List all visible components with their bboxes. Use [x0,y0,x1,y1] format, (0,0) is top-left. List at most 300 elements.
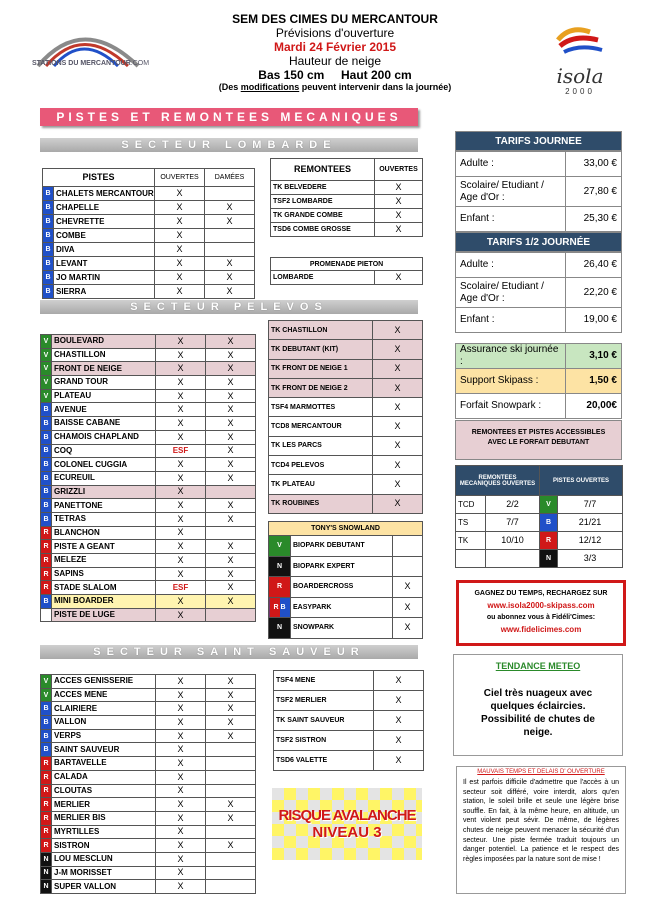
table-row [43,229,255,243]
note [185,82,485,92]
groomed-cell: X [206,403,256,417]
lombarde-pistes-table [42,168,255,299]
section-pelevos-title: SECTEUR PELEVOS [40,300,418,314]
difficulty-badge: N [269,618,291,639]
summary-remontees-header: REMONTEES MECANIQUES OUVERTES [456,466,540,496]
sauveur-remontees-table [273,670,424,771]
lift-name: TK PLATEAU [269,475,373,494]
note-underlined: modifications [240,82,300,92]
tarifs-journee-title: TARIFS JOURNEE [455,131,622,151]
open-cell: X [373,378,423,397]
price-label: Forfait Snowpark : [456,394,566,419]
open-cell: X [156,688,206,702]
open-cell: X [155,229,205,243]
difficulty-badge: B [41,485,52,499]
table-row [41,335,256,349]
table-row [269,359,423,378]
lift-name: TSD6 VALETTE [274,751,374,771]
promo-link-skipass[interactable]: www.isola2000-skipass.com [487,601,595,610]
open-cell: X [155,257,205,271]
groomed-cell: X [206,362,256,376]
difficulty-badge: B [43,243,54,257]
open-cell: X [373,475,423,494]
table-row [41,716,256,730]
open-cell: X [373,340,423,359]
table-row [41,458,256,472]
open-cell: X [393,597,423,618]
table-row [41,702,256,716]
open-cell: X [155,285,205,299]
groomed-cell: X [206,729,256,743]
difficulty-badge: V [41,389,52,403]
lift-name: TSF4 MARMOTTES [269,398,373,417]
price-value: 22,20 € [566,278,622,308]
table-row [269,577,423,598]
difficulty-badge: R [41,825,52,839]
open-cell: ESF [156,581,206,595]
table-row [269,556,423,577]
park-name: BIOPARK EXPERT [291,556,393,577]
lift-name: TCD4 PELEVOS [269,456,373,475]
piste-name: TETRAS [52,512,156,526]
table-row [41,880,256,894]
groomed-cell: X [206,458,256,472]
groomed-cell: X [205,201,255,215]
summary-row [456,550,623,568]
groomed-cell [206,485,256,499]
difficulty-badge: B [41,729,52,743]
table-row [41,540,256,554]
piste-name: CHAPELLE [54,201,155,215]
table-row [41,417,256,431]
table-row [269,618,423,639]
table-row [41,729,256,743]
table-row [274,711,424,731]
price-value: 19,00 € [566,308,622,333]
groomed-cell [205,243,255,257]
park-name: BIOPARK DEBUTANT [291,536,393,557]
groomed-cell: X [206,335,256,349]
table-row [41,430,256,444]
table-row [43,257,255,271]
groomed-cell: X [205,271,255,285]
piste-name: MERLIER [52,798,156,812]
difficulty-badge: B [41,743,52,757]
table-row [269,536,423,557]
park-name: BOARDERCROSS [291,577,393,598]
groomed-cell: X [206,389,256,403]
open-cell: X [374,731,424,751]
table-row [41,675,256,689]
promo-link-fidelicimes[interactable]: www.fidelicimes.com [500,625,582,634]
table-row [43,243,255,257]
piste-name: AVENUE [52,403,156,417]
lift-type: TS [456,514,486,532]
groomed-cell: X [206,512,256,526]
groomed-cell [206,852,256,866]
table-row [41,348,256,362]
table-row [41,757,256,771]
tarifs-extras-table [455,343,622,419]
open-cell: X [156,499,206,513]
table-row [41,512,256,526]
avalanche-risk-line2: NIVEAU 3 [312,824,382,841]
open-cell: X [156,866,206,880]
piste-name: BARTAVELLE [52,757,156,771]
price-value: 3,10 € [566,344,622,369]
summary-row [456,514,623,532]
open-cell: X [156,348,206,362]
open-cell: X [156,825,206,839]
lift-name: TK GRANDE COMBE [271,209,375,223]
open-cell: X [373,436,423,455]
open-cell: X [374,711,424,731]
table-row [269,494,423,513]
open-cell [393,556,423,577]
open-cell: X [373,398,423,417]
avalanche-risk-line1: RISQUE AVALANCHE [278,807,416,824]
open-cell: X [156,608,206,622]
promo-line1: GAGNEZ DU TEMPS, RECHARGEZ SUR [474,590,608,597]
lift-name: TSF2 LOMBARDE [271,195,375,209]
open-cell: X [156,403,206,417]
piste-name: LEVANT [54,257,155,271]
difficulty-badge: R [41,770,52,784]
difficulty-badge: V [41,362,52,376]
logo-isola-sub: 2000 [565,87,595,96]
groomed-cell [206,825,256,839]
groomed-cell: X [206,798,256,812]
open-cell: X [156,595,206,609]
page-title: SEM DES CIMES DU MERCANTOUR [232,12,438,26]
difficulty-badge: B [540,514,558,532]
table-row [274,751,424,771]
open-cell: X [156,839,206,853]
difficulty-badge: B [41,595,52,609]
difficulty-badge: B [41,458,52,472]
lift-type: TK [456,532,486,550]
piste-name: PLATEAU [52,389,156,403]
table-row [41,581,256,595]
col-header-ouvertes: OUVERTES [155,169,205,187]
difficulty-badge: N [41,852,52,866]
difficulty-badge: B [41,430,52,444]
table-row [269,378,423,397]
lift-count: 7/7 [486,514,540,532]
groomed-cell: X [206,430,256,444]
piste-count: 21/21 [558,514,623,532]
table-row [41,554,256,568]
piste-name: SUPER VALLON [52,880,156,894]
difficulty-badge: N [41,880,52,894]
difficulty-badge [41,608,52,622]
groomed-cell [206,784,256,798]
groomed-cell: X [206,499,256,513]
summary-table [455,465,623,568]
groomed-cell: X [206,554,256,568]
table-row [41,839,256,853]
pieton-name: LOMBARDE [271,271,375,285]
difficulty-badge: V [269,536,291,557]
groomed-cell: X [206,581,256,595]
piste-name: SISTRON [52,839,156,853]
piste-name: DIVA [54,243,155,257]
price-row [456,344,622,369]
piste-name: SAINT SAUVEUR [52,743,156,757]
table-row [41,743,256,757]
table-row [41,688,256,702]
piste-name: BAISSE CABANE [52,417,156,431]
summary-row [456,532,623,550]
groomed-cell [206,757,256,771]
groomed-cell [206,526,256,540]
difficulty-badge: N [269,556,291,577]
groomed-cell: X [206,417,256,431]
pieton-open: X [375,271,423,285]
lift-count [486,550,540,568]
table-row [43,285,255,299]
difficulty-badge: V [41,675,52,689]
lift-name: TK FRONT DE NEIGE 2 [269,378,373,397]
price-row [456,253,622,278]
groomed-cell: X [206,811,256,825]
debutant-note: REMONTEES ET PISTES ACCESSIBLES AVEC LE FORFAIT DEBUTANT [455,420,622,460]
open-cell: X [156,485,206,499]
open-cell: X [374,751,424,771]
table-row [43,271,255,285]
pieton-title: PROMENADE PIETON [271,258,423,271]
groomed-cell [206,743,256,757]
difficulty-badge: B [41,403,52,417]
piste-name: PISTE A GEANT [52,540,156,554]
open-cell: X [156,471,206,485]
piste-name: CHEVRETTE [54,215,155,229]
groomed-cell: X [205,285,255,299]
table-row [41,825,256,839]
pelevos-pistes-table [40,334,256,622]
open-cell: X [375,195,423,209]
piste-name: PISTE DE LUGE [52,608,156,622]
table-row [41,499,256,513]
piste-name: SIERRA [54,285,155,299]
open-cell: X [156,430,206,444]
price-label: Assurance ski journée : [456,344,566,369]
difficulty-badge: V [41,376,52,390]
table-row [41,444,256,458]
open-cell: X [373,494,423,513]
mauvais-temps-box [456,766,626,894]
table-row [41,471,256,485]
section-lombarde-title: SECTEUR LOMBARDE [40,138,418,152]
table-row [41,798,256,812]
groomed-cell: X [206,716,256,730]
summary-pistes-header: PISTES OUVERTES [540,466,623,496]
open-cell: X [375,209,423,223]
piste-name: COMBE [54,229,155,243]
difficulty-badge: V [41,688,52,702]
open-cell: X [393,618,423,639]
open-cell: X [156,512,206,526]
meteo-text: Ciel très nuageux avec quelques éclaircies. Possibilité de chutes de neige. [481,688,595,738]
price-value: 25,30 € [566,207,622,232]
piste-name: CHASTILLON [52,348,156,362]
note-post: peuvent intervenir dans la journée) [299,82,452,92]
groomed-cell [205,229,255,243]
lift-name: TK FRONT DE NEIGE 1 [269,359,373,378]
logo-isola-text: isola [556,64,604,88]
piste-name: J-M MORISSET [52,866,156,880]
difficulty-badge: N [41,866,52,880]
table-row [41,567,256,581]
open-cell: X [156,757,206,771]
open-cell: X [156,389,206,403]
lombarde-remontees-table [270,158,423,237]
groomed-cell [206,770,256,784]
snowland-title: TONY'S SNOWLAND [269,522,423,536]
piste-name: LOU MESCLUN [52,852,156,866]
open-cell: X [156,417,206,431]
promo-box [456,580,626,646]
piste-name: ACCES GENISSERIE [52,675,156,689]
table-row [41,403,256,417]
open-cell: X [156,729,206,743]
summary-row [456,496,623,514]
table-row [41,595,256,609]
meteo-title: TENDANCE METEO [495,661,581,671]
logo-mercantour [28,18,168,73]
open-cell: X [155,201,205,215]
piste-name: COLONEL CUGGIA [52,458,156,472]
lift-count: 10/10 [486,532,540,550]
piste-name: CHALETS MERCANTOUR [54,187,155,201]
piste-name: STADE SLALOM [52,581,156,595]
open-cell: X [156,702,206,716]
price-row [456,394,622,419]
col-header-pistes: PISTES [43,169,155,187]
price-value: 20,00€ [566,394,622,419]
table-row [43,215,255,229]
main-banner: PISTES ET REMONTEES MECANIQUES [40,108,418,126]
difficulty-badge: R [41,567,52,581]
piste-name: CHAMOIS CHAPLAND [52,430,156,444]
difficulty-badge: B [43,229,54,243]
open-cell: X [156,770,206,784]
difficulty-badge: B [43,285,54,299]
difficulty-badge: B [41,702,52,716]
difficulty-badge: B [41,716,52,730]
subtitle: Prévisions d'ouverture [275,26,395,40]
lift-name: TCD8 MERCANTOUR [269,417,373,436]
difficulty-badge: B [41,499,52,513]
table-row [269,456,423,475]
price-label: Adulte : [456,253,566,278]
table-row [269,340,423,359]
lift-name: TK BELVEDERE [271,181,375,195]
tarifs-journee-table [455,151,622,232]
piste-name: VALLON [52,716,156,730]
table-row [274,691,424,711]
open-cell: X [156,567,206,581]
lift-name: TK CHASTILLON [269,321,373,340]
groomed-cell: X [205,215,255,229]
groomed-cell [206,866,256,880]
groomed-cell: X [206,471,256,485]
piste-name: PANETTONE [52,499,156,513]
groomed-cell: X [206,348,256,362]
groomed-cell: X [206,376,256,390]
open-cell: X [393,577,423,598]
open-cell: X [156,335,206,349]
difficulty-badge: R [41,798,52,812]
col-header-ouvertes: OUVERTES [375,159,423,181]
promo-line3: ou abonnez vous à Fidéli'Cimes: [486,614,596,621]
table-row [269,321,423,340]
header-block [185,12,485,92]
difficulty-badge: R [41,581,52,595]
section-sauveur-title: SECTEUR SAINT SAUVEUR [40,645,418,659]
table-row [269,398,423,417]
piste-count: 3/3 [558,550,623,568]
pelevos-remontees-table [268,320,423,514]
piste-name: CALADA [52,770,156,784]
groomed-cell: X [206,540,256,554]
difficulty-badge: B [43,187,54,201]
groomed-cell: X [206,702,256,716]
lift-name: TSD6 COMBE GROSSE [271,223,375,237]
difficulty-badge: R [41,540,52,554]
difficulty-badge: R [269,577,291,598]
lift-name: TSF2 SISTRON [274,731,374,751]
lift-count: 2/2 [486,496,540,514]
difficulty-badge: V [540,496,558,514]
table-row [269,417,423,436]
open-cell: X [156,458,206,472]
piste-name: SAPINS [52,567,156,581]
table-row [41,389,256,403]
piste-name: GRAND TOUR [52,376,156,390]
groomed-cell: X [206,688,256,702]
table-row [274,671,424,691]
price-label: Support Skipass : [456,369,566,394]
lift-type: TCD [456,496,486,514]
table-row [41,852,256,866]
piste-name: ECUREUIL [52,471,156,485]
difficulty-badge: R [41,839,52,853]
note-pre: (Des [218,82,241,92]
open-cell: X [156,852,206,866]
logo-left-suffix: .COM [130,60,150,67]
table-row [271,181,423,195]
open-cell: X [375,181,423,195]
table-row [43,187,255,201]
lift-name: TK LES PARCS [269,436,373,455]
difficulty-badge: R [41,554,52,568]
open-cell: X [374,691,424,711]
lift-name: TSF4 MENE [274,671,374,691]
lift-name: TK ROUBINES [269,494,373,513]
open-cell: X [156,811,206,825]
park-name: SNOWPARK [291,618,393,639]
logo-left-text: STATIONS DU MERCANTOUR [32,60,131,67]
open-cell: X [156,554,206,568]
table-row [41,485,256,499]
meteo-box [453,654,623,756]
date: Mardi 24 Février 2015 [273,40,397,54]
difficulty-badge: B [41,512,52,526]
groomed-cell: X [206,595,256,609]
open-cell: X [373,359,423,378]
open-cell: X [156,716,206,730]
